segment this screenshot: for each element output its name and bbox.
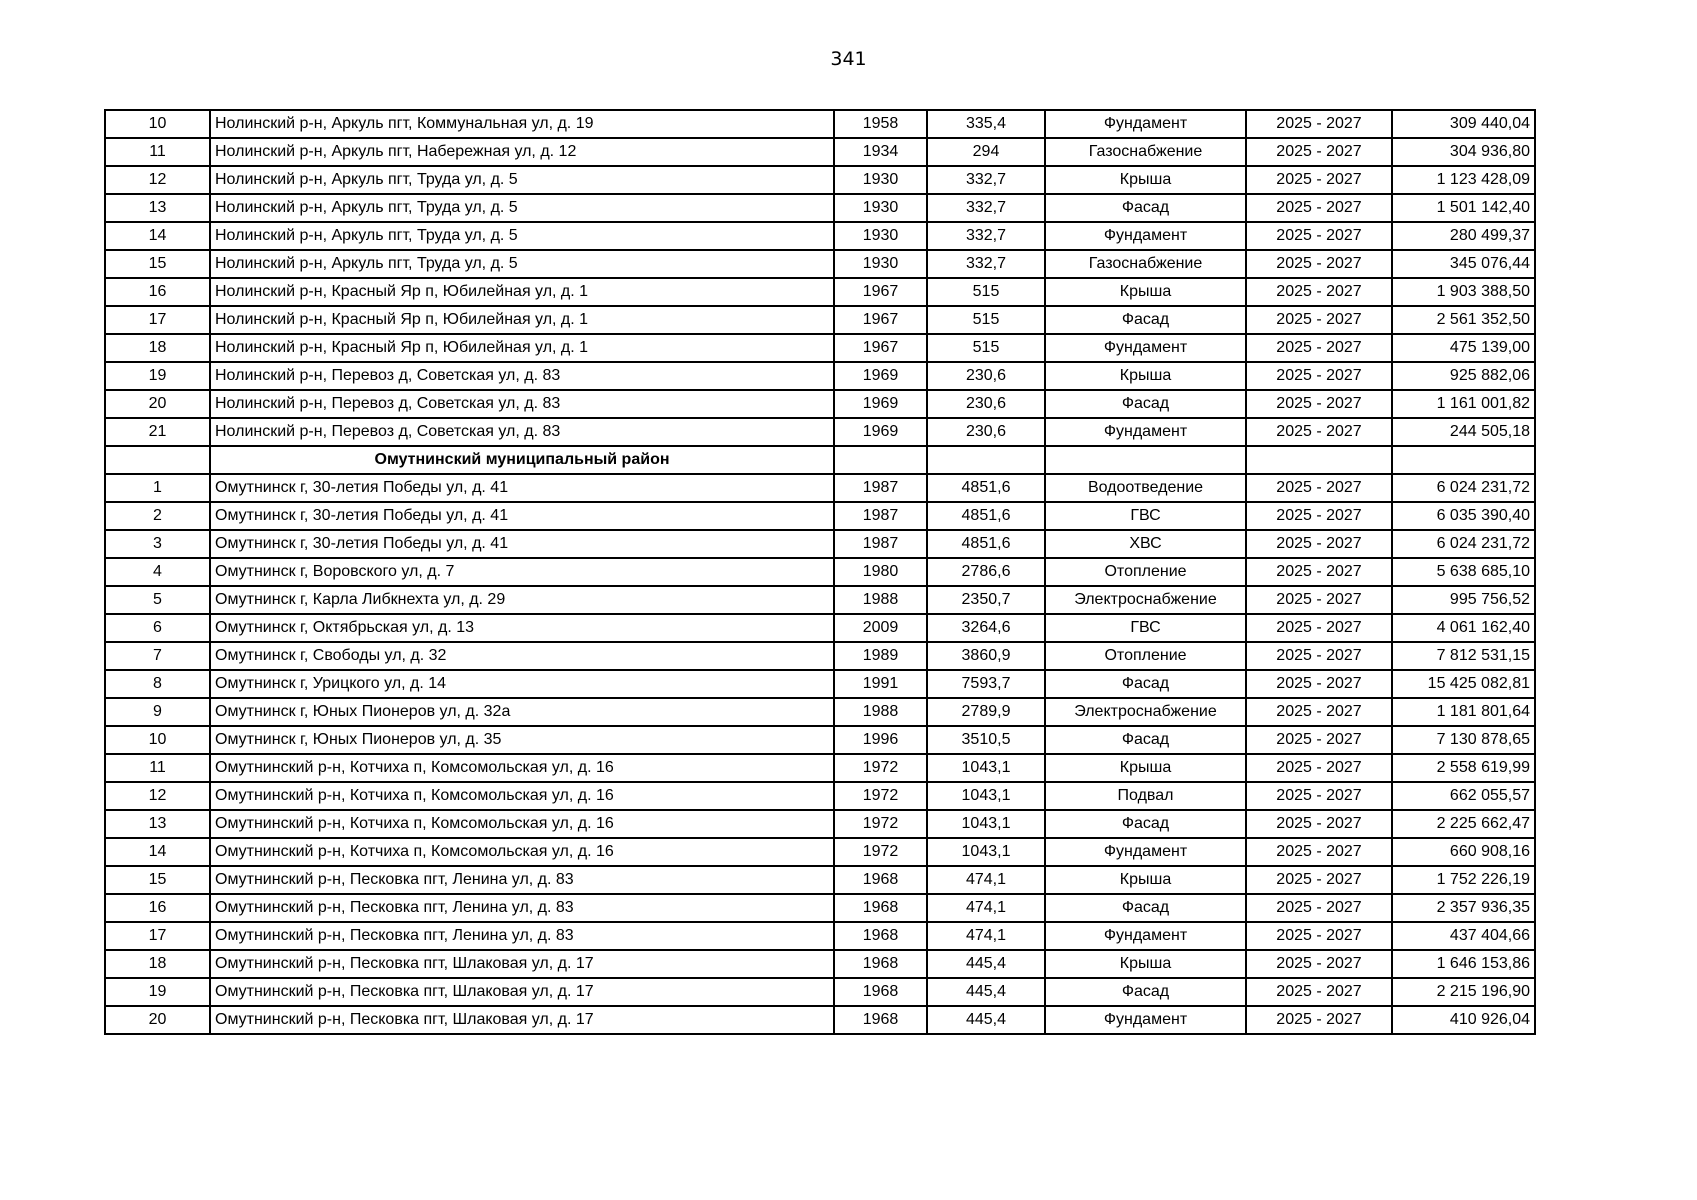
area-cell: 7593,7 xyxy=(927,670,1045,698)
cost-cell: 1 501 142,40 xyxy=(1392,194,1535,222)
table-row xyxy=(105,754,1535,782)
row-number: 7 xyxy=(105,642,210,670)
year-built-cell: 1967 xyxy=(834,278,927,306)
cost-cell: 2 561 352,50 xyxy=(1392,306,1535,334)
cost-cell: 662 055,57 xyxy=(1392,782,1535,810)
period-cell: 2025 - 2027 xyxy=(1246,222,1392,250)
cost-cell: 1 161 001,82 xyxy=(1392,390,1535,418)
table-row xyxy=(105,334,1535,362)
period-cell: 2025 - 2027 xyxy=(1246,810,1392,838)
year-built-cell: 1988 xyxy=(834,586,927,614)
work-type-cell: Фасад xyxy=(1045,670,1246,698)
table-row xyxy=(105,614,1535,642)
period-cell: 2025 - 2027 xyxy=(1246,110,1392,138)
cost-cell: 244 505,18 xyxy=(1392,418,1535,446)
row-number: 6 xyxy=(105,614,210,642)
year-built-cell: 1989 xyxy=(834,642,927,670)
area-cell: 2350,7 xyxy=(927,586,1045,614)
row-number: 1 xyxy=(105,474,210,502)
table-row xyxy=(105,922,1535,950)
table-row xyxy=(105,278,1535,306)
row-number: 17 xyxy=(105,922,210,950)
work-type-cell: Фундамент xyxy=(1045,418,1246,446)
table-row xyxy=(105,222,1535,250)
cost-cell: 304 936,80 xyxy=(1392,138,1535,166)
year-built-cell: 1967 xyxy=(834,306,927,334)
address-cell: Омутнинск г, Свободы ул, д. 32 xyxy=(210,642,834,670)
period-cell: 2025 - 2027 xyxy=(1246,614,1392,642)
area-cell: 4851,6 xyxy=(927,502,1045,530)
year-built-cell: 1988 xyxy=(834,698,927,726)
period-cell: 2025 - 2027 xyxy=(1246,950,1392,978)
table-row xyxy=(105,978,1535,1006)
area-cell: 4851,6 xyxy=(927,474,1045,502)
area-cell: 332,7 xyxy=(927,166,1045,194)
table-row xyxy=(105,502,1535,530)
row-number: 14 xyxy=(105,838,210,866)
cost-cell: 5 638 685,10 xyxy=(1392,558,1535,586)
work-type-cell: Крыша xyxy=(1045,754,1246,782)
table-row xyxy=(105,726,1535,754)
cost-cell: 410 926,04 xyxy=(1392,1006,1535,1034)
cost-cell: 6 035 390,40 xyxy=(1392,502,1535,530)
work-type-cell: Фасад xyxy=(1045,894,1246,922)
table-row xyxy=(105,894,1535,922)
area-cell: 474,1 xyxy=(927,894,1045,922)
area-cell: 445,4 xyxy=(927,978,1045,1006)
empty-cell xyxy=(927,446,1045,474)
year-built-cell: 2009 xyxy=(834,614,927,642)
period-cell: 2025 - 2027 xyxy=(1246,278,1392,306)
period-cell: 2025 - 2027 xyxy=(1246,530,1392,558)
year-built-cell: 1934 xyxy=(834,138,927,166)
area-cell: 1043,1 xyxy=(927,754,1045,782)
address-cell: Омутнинский р-н, Песковка пгт, Ленина ул, д. 83 xyxy=(210,894,834,922)
address-cell: Нолинский р-н, Аркуль пгт, Труда ул, д. 5 xyxy=(210,250,834,278)
cost-cell: 475 139,00 xyxy=(1392,334,1535,362)
cost-cell: 1 181 801,64 xyxy=(1392,698,1535,726)
year-built-cell: 1968 xyxy=(834,894,927,922)
cost-cell: 6 024 231,72 xyxy=(1392,474,1535,502)
table-row xyxy=(105,390,1535,418)
address-cell: Нолинский р-н, Аркуль пгт, Набережная ул, д. 12 xyxy=(210,138,834,166)
row-number: 10 xyxy=(105,726,210,754)
period-cell: 2025 - 2027 xyxy=(1246,474,1392,502)
year-built-cell: 1968 xyxy=(834,922,927,950)
period-cell: 2025 - 2027 xyxy=(1246,194,1392,222)
empty-cell xyxy=(105,446,210,474)
table-row xyxy=(105,698,1535,726)
cost-cell: 995 756,52 xyxy=(1392,586,1535,614)
work-type-cell: ГВС xyxy=(1045,614,1246,642)
year-built-cell: 1980 xyxy=(834,558,927,586)
area-cell: 230,6 xyxy=(927,362,1045,390)
empty-cell xyxy=(834,446,927,474)
period-cell: 2025 - 2027 xyxy=(1246,754,1392,782)
period-cell: 2025 - 2027 xyxy=(1246,894,1392,922)
area-cell: 445,4 xyxy=(927,1006,1045,1034)
area-cell: 230,6 xyxy=(927,418,1045,446)
year-built-cell: 1972 xyxy=(834,810,927,838)
address-cell: Омутнинский р-н, Песковка пгт, Шлаковая ул, д. 17 xyxy=(210,978,834,1006)
work-type-cell: Фасад xyxy=(1045,810,1246,838)
page-number: 341 xyxy=(830,48,867,70)
area-cell: 2786,6 xyxy=(927,558,1045,586)
address-cell: Нолинский р-н, Аркуль пгт, Труда ул, д. 5 xyxy=(210,166,834,194)
area-cell: 515 xyxy=(927,278,1045,306)
work-type-cell: Крыша xyxy=(1045,866,1246,894)
period-cell: 2025 - 2027 xyxy=(1246,782,1392,810)
work-type-cell: Фундамент xyxy=(1045,110,1246,138)
period-cell: 2025 - 2027 xyxy=(1246,138,1392,166)
row-number: 15 xyxy=(105,866,210,894)
work-type-cell: Фундамент xyxy=(1045,222,1246,250)
table-row xyxy=(105,474,1535,502)
table-row xyxy=(105,670,1535,698)
year-built-cell: 1991 xyxy=(834,670,927,698)
address-cell: Омутнинский р-н, Котчиха п, Комсомольская ул, д. 16 xyxy=(210,782,834,810)
area-cell: 3860,9 xyxy=(927,642,1045,670)
row-number: 3 xyxy=(105,530,210,558)
row-number: 8 xyxy=(105,670,210,698)
row-number: 20 xyxy=(105,390,210,418)
table-row xyxy=(105,138,1535,166)
year-built-cell: 1972 xyxy=(834,782,927,810)
cost-cell: 925 882,06 xyxy=(1392,362,1535,390)
work-type-cell: Подвал xyxy=(1045,782,1246,810)
table-row xyxy=(105,586,1535,614)
period-cell: 2025 - 2027 xyxy=(1246,418,1392,446)
row-number: 19 xyxy=(105,978,210,1006)
work-type-cell: Крыша xyxy=(1045,362,1246,390)
cost-cell: 280 499,37 xyxy=(1392,222,1535,250)
row-number: 14 xyxy=(105,222,210,250)
cost-cell: 345 076,44 xyxy=(1392,250,1535,278)
address-cell: Омутнинск г, Октябрьская ул, д. 13 xyxy=(210,614,834,642)
year-built-cell: 1969 xyxy=(834,362,927,390)
cost-cell: 660 908,16 xyxy=(1392,838,1535,866)
period-cell: 2025 - 2027 xyxy=(1246,978,1392,1006)
period-cell: 2025 - 2027 xyxy=(1246,306,1392,334)
table-row xyxy=(105,558,1535,586)
work-type-cell: Фасад xyxy=(1045,390,1246,418)
work-type-cell: Фундамент xyxy=(1045,1006,1246,1034)
cost-cell: 6 024 231,72 xyxy=(1392,530,1535,558)
row-number: 12 xyxy=(105,782,210,810)
cost-cell: 437 404,66 xyxy=(1392,922,1535,950)
year-built-cell: 1968 xyxy=(834,950,927,978)
row-number: 20 xyxy=(105,1006,210,1034)
row-number: 16 xyxy=(105,278,210,306)
cost-cell: 2 357 936,35 xyxy=(1392,894,1535,922)
address-cell: Омутнинск г, Воровского ул, д. 7 xyxy=(210,558,834,586)
address-cell: Нолинский р-н, Красный Яр п, Юбилейная ул, д. 1 xyxy=(210,278,834,306)
address-cell: Омутнинск г, Карла Либкнехта ул, д. 29 xyxy=(210,586,834,614)
cost-cell: 2 225 662,47 xyxy=(1392,810,1535,838)
table-row xyxy=(105,782,1535,810)
area-cell: 2789,9 xyxy=(927,698,1045,726)
year-built-cell: 1968 xyxy=(834,866,927,894)
area-cell: 332,7 xyxy=(927,194,1045,222)
cost-cell: 2 558 619,99 xyxy=(1392,754,1535,782)
table-row xyxy=(105,110,1535,138)
area-cell: 474,1 xyxy=(927,866,1045,894)
area-cell: 474,1 xyxy=(927,922,1045,950)
work-type-cell: Фундамент xyxy=(1045,922,1246,950)
area-cell: 332,7 xyxy=(927,222,1045,250)
work-type-cell: ХВС xyxy=(1045,530,1246,558)
period-cell: 2025 - 2027 xyxy=(1246,922,1392,950)
address-cell: Омутнинск г, Юных Пионеров ул, д. 32а xyxy=(210,698,834,726)
cost-cell: 1 752 226,19 xyxy=(1392,866,1535,894)
year-built-cell: 1930 xyxy=(834,222,927,250)
year-built-cell: 1968 xyxy=(834,1006,927,1034)
area-cell: 1043,1 xyxy=(927,810,1045,838)
table-row xyxy=(105,306,1535,334)
address-cell: Нолинский р-н, Аркуль пгт, Коммунальная ул, д. 19 xyxy=(210,110,834,138)
work-type-cell: Фасад xyxy=(1045,194,1246,222)
period-cell: 2025 - 2027 xyxy=(1246,362,1392,390)
period-cell: 2025 - 2027 xyxy=(1246,698,1392,726)
period-cell: 2025 - 2027 xyxy=(1246,502,1392,530)
table-row xyxy=(105,250,1535,278)
work-type-cell: Отопление xyxy=(1045,642,1246,670)
work-type-cell: Газоснабжение xyxy=(1045,138,1246,166)
work-type-cell: Газоснабжение xyxy=(1045,250,1246,278)
cost-cell: 4 061 162,40 xyxy=(1392,614,1535,642)
table-row xyxy=(105,194,1535,222)
cost-cell: 1 903 388,50 xyxy=(1392,278,1535,306)
row-number: 9 xyxy=(105,698,210,726)
district-header-row xyxy=(105,446,1535,474)
year-built-cell: 1930 xyxy=(834,250,927,278)
cost-cell: 7 812 531,15 xyxy=(1392,642,1535,670)
area-cell: 515 xyxy=(927,306,1045,334)
address-cell: Омутнинск г, Юных Пионеров ул, д. 35 xyxy=(210,726,834,754)
row-number: 17 xyxy=(105,306,210,334)
cost-cell: 1 123 428,09 xyxy=(1392,166,1535,194)
year-built-cell: 1972 xyxy=(834,754,927,782)
address-cell: Омутнинский р-н, Песковка пгт, Шлаковая ул, д. 17 xyxy=(210,950,834,978)
area-cell: 515 xyxy=(927,334,1045,362)
period-cell: 2025 - 2027 xyxy=(1246,586,1392,614)
address-cell: Омутнинск г, 30-летия Победы ул, д. 41 xyxy=(210,474,834,502)
period-cell: 2025 - 2027 xyxy=(1246,670,1392,698)
address-cell: Нолинский р-н, Красный Яр п, Юбилейная ул, д. 1 xyxy=(210,334,834,362)
address-cell: Омутнинский р-н, Котчиха п, Комсомольская ул, д. 16 xyxy=(210,810,834,838)
address-cell: Нолинский р-н, Перевоз д, Советская ул, д. 83 xyxy=(210,418,834,446)
repair-register-table xyxy=(104,109,1536,1035)
year-built-cell: 1968 xyxy=(834,978,927,1006)
year-built-cell: 1958 xyxy=(834,110,927,138)
year-built-cell: 1996 xyxy=(834,726,927,754)
area-cell: 1043,1 xyxy=(927,838,1045,866)
area-cell: 3264,6 xyxy=(927,614,1045,642)
year-built-cell: 1969 xyxy=(834,418,927,446)
cost-cell: 7 130 878,65 xyxy=(1392,726,1535,754)
area-cell: 230,6 xyxy=(927,390,1045,418)
address-cell: Нолинский р-н, Красный Яр п, Юбилейная ул, д. 1 xyxy=(210,306,834,334)
period-cell: 2025 - 2027 xyxy=(1246,166,1392,194)
row-number: 18 xyxy=(105,334,210,362)
address-cell: Омутнинский р-н, Песковка пгт, Шлаковая ул, д. 17 xyxy=(210,1006,834,1034)
row-number: 13 xyxy=(105,194,210,222)
address-cell: Омутнинский р-н, Котчиха п, Комсомольская ул, д. 16 xyxy=(210,754,834,782)
period-cell: 2025 - 2027 xyxy=(1246,250,1392,278)
cost-cell: 1 646 153,86 xyxy=(1392,950,1535,978)
table-row xyxy=(105,530,1535,558)
period-cell: 2025 - 2027 xyxy=(1246,558,1392,586)
work-type-cell: Фасад xyxy=(1045,726,1246,754)
work-type-cell: Электроснабжение xyxy=(1045,586,1246,614)
year-built-cell: 1967 xyxy=(834,334,927,362)
row-number: 5 xyxy=(105,586,210,614)
row-number: 19 xyxy=(105,362,210,390)
row-number: 18 xyxy=(105,950,210,978)
work-type-cell: Фундамент xyxy=(1045,334,1246,362)
work-type-cell: Фасад xyxy=(1045,306,1246,334)
work-type-cell: ГВС xyxy=(1045,502,1246,530)
row-number: 11 xyxy=(105,138,210,166)
table-row xyxy=(105,950,1535,978)
area-cell: 294 xyxy=(927,138,1045,166)
table-row xyxy=(105,362,1535,390)
year-built-cell: 1987 xyxy=(834,474,927,502)
work-type-cell: Крыша xyxy=(1045,278,1246,306)
area-cell: 332,7 xyxy=(927,250,1045,278)
area-cell: 445,4 xyxy=(927,950,1045,978)
empty-cell xyxy=(1392,446,1535,474)
area-cell: 335,4 xyxy=(927,110,1045,138)
work-type-cell: Фасад xyxy=(1045,978,1246,1006)
year-built-cell: 1987 xyxy=(834,502,927,530)
work-type-cell: Крыша xyxy=(1045,166,1246,194)
row-number: 12 xyxy=(105,166,210,194)
empty-cell xyxy=(1045,446,1246,474)
address-cell: Омутнинск г, 30-летия Победы ул, д. 41 xyxy=(210,502,834,530)
district-name: Омутнинский муниципальный район xyxy=(210,446,834,474)
year-built-cell: 1930 xyxy=(834,166,927,194)
address-cell: Омутнинский р-н, Песковка пгт, Ленина ул, д. 83 xyxy=(210,866,834,894)
address-cell: Нолинский р-н, Перевоз д, Советская ул, д. 83 xyxy=(210,362,834,390)
year-built-cell: 1987 xyxy=(834,530,927,558)
work-type-cell: Фундамент xyxy=(1045,838,1246,866)
period-cell: 2025 - 2027 xyxy=(1246,866,1392,894)
row-number: 13 xyxy=(105,810,210,838)
address-cell: Нолинский р-н, Аркуль пгт, Труда ул, д. 5 xyxy=(210,194,834,222)
period-cell: 2025 - 2027 xyxy=(1246,642,1392,670)
row-number: 10 xyxy=(105,110,210,138)
period-cell: 2025 - 2027 xyxy=(1246,1006,1392,1034)
work-type-cell: Водоотведение xyxy=(1045,474,1246,502)
table-row xyxy=(105,1006,1535,1034)
row-number: 2 xyxy=(105,502,210,530)
work-type-cell: Электроснабжение xyxy=(1045,698,1246,726)
work-type-cell: Отопление xyxy=(1045,558,1246,586)
area-cell: 4851,6 xyxy=(927,530,1045,558)
table-row xyxy=(105,838,1535,866)
year-built-cell: 1930 xyxy=(834,194,927,222)
table-row xyxy=(105,166,1535,194)
row-number: 11 xyxy=(105,754,210,782)
period-cell: 2025 - 2027 xyxy=(1246,390,1392,418)
year-built-cell: 1969 xyxy=(834,390,927,418)
address-cell: Нолинский р-н, Аркуль пгт, Труда ул, д. 5 xyxy=(210,222,834,250)
year-built-cell: 1972 xyxy=(834,838,927,866)
address-cell: Омутнинский р-н, Котчиха п, Комсомольская ул, д. 16 xyxy=(210,838,834,866)
period-cell: 2025 - 2027 xyxy=(1246,726,1392,754)
row-number: 16 xyxy=(105,894,210,922)
address-cell: Омутнинск г, 30-летия Победы ул, д. 41 xyxy=(210,530,834,558)
row-number: 15 xyxy=(105,250,210,278)
area-cell: 3510,5 xyxy=(927,726,1045,754)
address-cell: Омутнинск г, Урицкого ул, д. 14 xyxy=(210,670,834,698)
row-number: 21 xyxy=(105,418,210,446)
address-cell: Нолинский р-н, Перевоз д, Советская ул, д. 83 xyxy=(210,390,834,418)
table-row xyxy=(105,810,1535,838)
table-row xyxy=(105,866,1535,894)
empty-cell xyxy=(1246,446,1392,474)
period-cell: 2025 - 2027 xyxy=(1246,334,1392,362)
table-row xyxy=(105,418,1535,446)
area-cell: 1043,1 xyxy=(927,782,1045,810)
period-cell: 2025 - 2027 xyxy=(1246,838,1392,866)
table-row xyxy=(105,642,1535,670)
work-type-cell: Крыша xyxy=(1045,950,1246,978)
table-body xyxy=(105,110,1535,1034)
address-cell: Омутнинский р-н, Песковка пгт, Ленина ул, д. 83 xyxy=(210,922,834,950)
cost-cell: 309 440,04 xyxy=(1392,110,1535,138)
cost-cell: 2 215 196,90 xyxy=(1392,978,1535,1006)
cost-cell: 15 425 082,81 xyxy=(1392,670,1535,698)
row-number: 4 xyxy=(105,558,210,586)
